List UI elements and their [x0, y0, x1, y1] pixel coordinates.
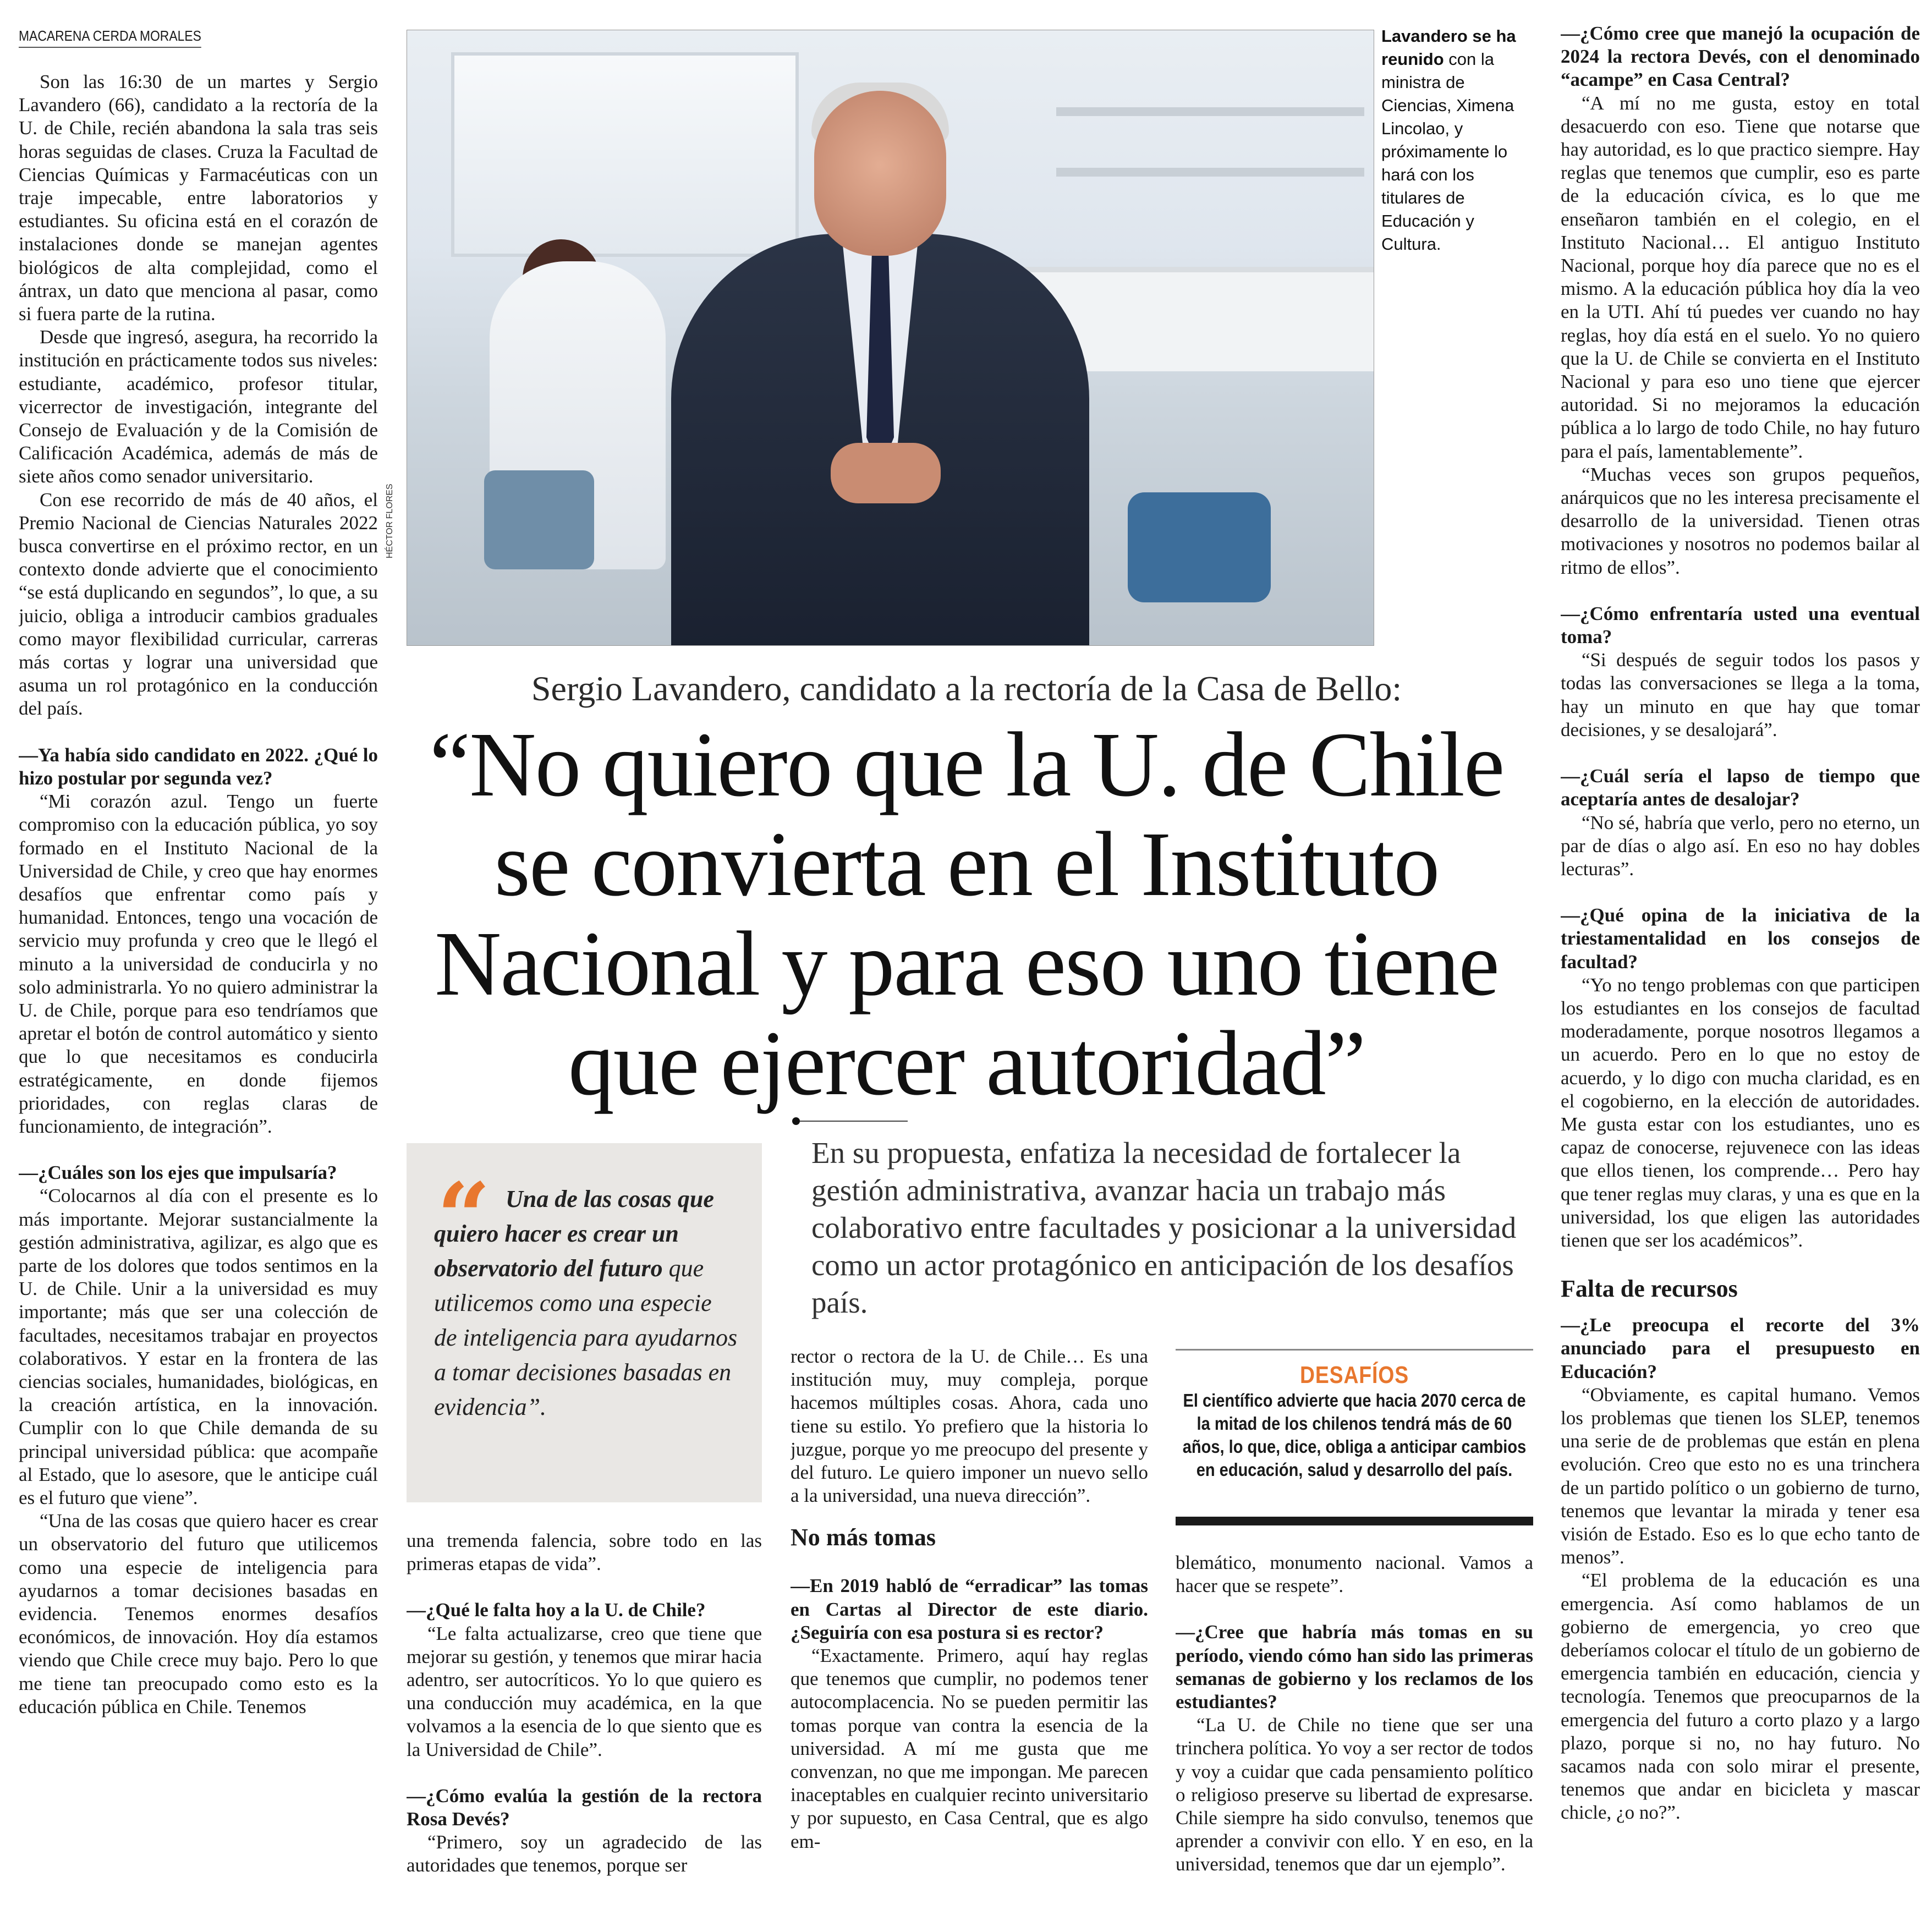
article-column-1: [19, 70, 378, 1908]
paragraph: una tremenda falencia, sobre todo en las primeras etapas de vida”.: [407, 1530, 762, 1575]
paragraph: Con ese recorrido de más de 40 años, el Premio Nacional de Ciencias Naturales 2022 busca convertirse en el próximo rector, en un contexto donde advierte que el conocimiento “se está duplicando en segundos”, lo que, a su juicio, obliga a introducir cambios graduales como mayor flexibilidad curricular, carreras más cortas y lograr una universidad que asuma un rol protagónico en la conducción del país.: [19, 489, 378, 720]
subheading: Falta de recursos: [1561, 1275, 1738, 1303]
photo-caption: [1381, 25, 1530, 256]
article-column-4: [1561, 22, 1920, 1909]
interview-question: —¿Cree que habría más tomas en su período, viendo cómo han sido las primeras semanas de gobierno y los reclamos de los estudiantes?: [1176, 1621, 1533, 1713]
article-column-2: [407, 1529, 762, 1909]
interview-question: —¿Le preocupa el recorte del 3% anunciado para el presupuesto en Educación?: [1561, 1314, 1920, 1382]
paragraph: “Obviamente, es capital humano. Vemos los problemas que tienen los SLEP, tenemos una serie de de problemas que están en plena evolución. Creo que esto no es una trinchera de un partido político o un gobierno de turno, tenemos que levantar la mirada y tener esa visión de Estado. Eso es lo que echo tanto de menos”.: [1561, 1384, 1920, 1568]
paragraph: “Le falta actualizarse, creo que tiene que mejorar su gestión, y tenemos que mirar hacia adentro, ser autocríticos. Yo lo que quiero es una conducción muy académica, en la que volvamos a la esencia de lo que siento que es la Universidad de Chile”.: [407, 1622, 762, 1760]
headline-kicker: Sergio Lavandero, candidato a la rectoría de la Casa de Bello:: [531, 669, 1402, 708]
caption-lead: Lavandero se ha reunido: [1381, 26, 1516, 69]
paragraph: “Yo no tengo problemas con que participen los estudiantes en los consejos de facultad moderadamente, porque nosotros llegamos a un acuerdo. Pero en lo que no estoy de acuerdo, y lo digo con mucha claridad, es en el cogobierno, en la elección de autoridades. Me gusta estar con los estudiantes, uno es capaz de conocerse, rejuvenece con las ideas que ellos tienen, los comprende… Pero hay que tener reglas muy claras, y una es que en la universidad, los que eligen las autoridades tienen que ser los académicos”.: [1561, 974, 1920, 1251]
headline-line: “No quiero que la U. de Chile: [429, 713, 1504, 816]
paragraph: “Una de las cosas que quiero hacer es crear un observatorio del futuro que utilicemos como una especie de inteligencia para ayudarnos a tomar decisiones basadas en evidencia. Tenemos enormes desafíos económicos, de innovación. Hoy día estamos viendo que Chile crece muy bajo. Pero lo que me tiene tan preocupado como esto es la educación pública en Chile. Tenemos: [19, 1510, 378, 1717]
paragraph: “Si después de seguir todos los pasos y todas las conversaciones se llega a la toma, hay un minuto en que hay que tomar decisiones, y se desalojará”.: [1561, 649, 1920, 740]
interview-question: —¿Cómo evalúa la gestión de la rectora Rosa Devés?: [407, 1785, 762, 1830]
interview-question: —¿Cómo cree que manejó la ocupación de 2024 la rectora Devés, con el denominado “acampe” en Casa Central?: [1561, 23, 1920, 91]
paragraph: “Exactamente. Primero, aquí hay reglas que tenemos que cumplir, no podemos tener autocomplacencia. No se pueden permitir las tomas porque van contra la esencia de la universidad. A mí me gusta que me convenzan, no que me impongan. Me parecen inaceptables en cualquier recinto universitario y por supuesto, en Casa Central, que es algo em-: [791, 1645, 1148, 1852]
quote-mark-icon: “: [437, 1162, 491, 1272]
photo-credit: HÉCTOR FLORES: [385, 484, 394, 558]
paragraph: “Mi corazón azul. Tengo un fuerte compromiso con la educación pública, yo soy formado en el Instituto Nacional de la Universidad de Chile, y creo que hay enormes desafíos que enfrentar como país y humanidad. Entonces, tengo una vocación de servicio muy profunda y creo que le llegó el minuto a la universidad de conducirla y no solo administrarla. Yo no quiero administrar la U. de Chile, porque para eso tendríamos que apretar el botón de control automático y siento que lo que necesitamos es conducirla estratégicamente, en donde fijemos prioridades, con reglas claras de funcionamiento, de integración”.: [19, 791, 378, 1137]
interview-question: —¿Cuáles son los ejes que impulsaría?: [19, 1162, 337, 1184]
divider: [792, 1120, 908, 1122]
pull-quote-bold: Una de las cosas que quiero hacer es crear un observatorio del futuro: [434, 1185, 714, 1282]
headline-line: que ejercer autoridad”: [568, 1012, 1365, 1115]
interview-question: —¿Cuál sería el lapso de tiempo que aceptaría antes de desalojar?: [1561, 765, 1920, 810]
paragraph: “Primero, soy un agradecido de las autoridades que tenemos, porque ser: [407, 1831, 762, 1876]
paragraph: “Muchas veces son grupos pequeños, anárquicos que no les interesa precisamente el desarrollo de la universidad. Tienen otras motivaciones y nosotros no podemos bailar al ritmo de ellos”.: [1561, 463, 1920, 578]
paragraph: “Colocarnos al día con el presente es lo más importante. Mejorar sustancialmente la gestión administrativa, agilizar, es algo que es parte de los dolores que todos sentimos en la U. de Chile. Unir a la universidad es muy importante; más que ser una colección de facultades, necesitamos trabajar en proyectos colaborativos. Y estar en la frontera de las ciencias sociales, humanidades, biológicas, en la creación artística, en la innovación. Cumplir con lo que Chile demanda de su principal universidad pública: que acompañe al Estado, que lo asesore, que le anticipe cuál es el futuro que viene”.: [19, 1185, 378, 1508]
paragraph: “La U. de Chile no tiene que ser una trinchera política. Yo voy a ser rector de todos y voy a cuidar que cada pensamiento político o religioso preserve su libertad de expresarse. Chile siempre ha sido convulso, tenemos que aprender a convivir con ello. Y en eso, en la universidad, tenemos que dar un ejemplo”.: [1176, 1714, 1533, 1875]
caption-text: con la ministra de Ciencias, Ximena Lincolao, y próximamente lo hará con los titulares de Educación y Cultura.: [1381, 50, 1514, 254]
pull-quote: [407, 1143, 762, 1502]
interview-question: —Ya había sido candidato en 2022. ¿Qué lo hizo postular por segunda vez?: [19, 744, 378, 789]
desafios-text: El científico advierte que hacia 2070 cerca de la mitad de los chilenos tendrá más de 60 años, lo que, dice, obliga a anticipar cambios en educación, salud y desarrollo del país.: [1182, 1390, 1527, 1480]
interview-question: —¿Qué le falta hoy a la U. de Chile?: [407, 1599, 706, 1621]
paragraph: rector o rectora de la U. de Chile… Es una institución muy, muy compleja, porque hacemos múltiples cosas. Ahora, cada uno tiene su estilo. Yo prefiero que la historia lo juzgue, porque yo me preocupo del presente y del futuro. Le quiero imponer un nuevo sello a la universidad, una nueva dirección”.: [791, 1346, 1148, 1507]
interview-question: —¿Qué opina de la iniciativa de la triestamentalidad en los consejos de facultad?: [1561, 904, 1920, 973]
paragraph: Desde que ingresó, asegura, ha recorrido la institución en prácticamente todos sus niveles: estudiante, académico, profesor titular, vicerrector de investigación, integrante del Consejo de Evaluación y de la Comisión de Calificación Académica, además de más de siete años como senador universitario.: [19, 326, 378, 487]
paragraph: “No sé, habría que verlo, pero no eterno, un par de días o algo así. En eso no hay dobles lecturas”.: [1561, 811, 1920, 880]
paragraph: blemático, monumento nacional. Vamos a hacer que se respete”.: [1176, 1552, 1533, 1597]
interview-question: —¿Cómo enfrentaría usted una eventual toma?: [1561, 602, 1920, 648]
paragraph: “El problema de la educación es una emergencia. Así como hablamos de un gobierno de emergencia, yo creo que deberíamos colocar el título de un gobierno de emergencia también en educación, ciencia y tecnología. Tenemos que preocuparnos de la emergencia del futuro a corto plazo y a largo plazo, porque si no, no hay futuro. No sacamos nada con solo mirar el presente, tenemos que andar en bicicleta y mascar chicle, ¿o no?”.: [1561, 1569, 1920, 1824]
paragraph: “A mí no me gusta, estoy en total desacuerdo con eso. Tiene que notarse que hay autoridad, es lo que practico siempre. Hay reglas que tenemos que cumplir, eso es parte de la educación cívica, es lo que me enseñaron también en el colegio, en el Instituto Nacional… El antiguo Instituto Nacional, porque hoy día parece que no es el mismo. A la educación pública hoy día la veo en la UTI. Ahí tú puedes ver cuando no hay reglas, hoy día está en el suelo. Yo no quiero que la U. de Chile se convierta en el Instituto Nacional y para eso uno tiene que ejercer autoridad. Si no mejoramos la educación pública a lo largo de todo Chile, no hay futuro para el país, lamentablemente”.: [1561, 92, 1920, 462]
desafios-title: DESAFÍOS: [1300, 1362, 1409, 1388]
byline: MACARENA CERDA MORALES: [19, 28, 201, 48]
interview-question: —En 2019 habló de “erradicar” las tomas en Cartas al Director de este diario. ¿Seguiría con esa postura si es rector?: [791, 1575, 1148, 1643]
deck: En su propuesta, enfatiza la necesidad de fortalecer la gestión administrativa, avanzar hacia un trabajo más colaborativo entre facultades y posicionar a la universidad como un actor protagónico en anticipación de los desafíos país.: [811, 1136, 1517, 1319]
article-column-5: [1176, 1551, 1533, 1909]
paragraph: Son las 16:30 de un martes y Sergio Lavandero (66), candidato a la rectoría de la U. de Chile, recién abandona la sala tras seis horas seguidas de clases. Cruza la Facultad de Ciencias Químicas y Farmacéuticas con un traje impecable, entre laboratorios y estudiantes. Su oficina está en el corazón de instalaciones donde se manejan agentes biológicos de alta complejidad, como el ántrax, un dato que menciona al pasar, como si fuera parte de la rutina.: [19, 71, 378, 325]
pull-quote-text: que utilicemos como una especie de inteligencia para ayudarnos a tomar decisiones basadas en evidencia”.: [434, 1255, 738, 1420]
headline-line: se convierta en el Instituto: [494, 813, 1439, 915]
headline: [407, 715, 1527, 1113]
desafios-box: [1176, 1349, 1533, 1525]
subheading: No más tomas: [791, 1524, 936, 1551]
main-photo: [407, 30, 1374, 646]
article-column-3: [791, 1345, 1148, 1909]
headline-line: Nacional y para eso uno tiene: [435, 913, 1499, 1015]
